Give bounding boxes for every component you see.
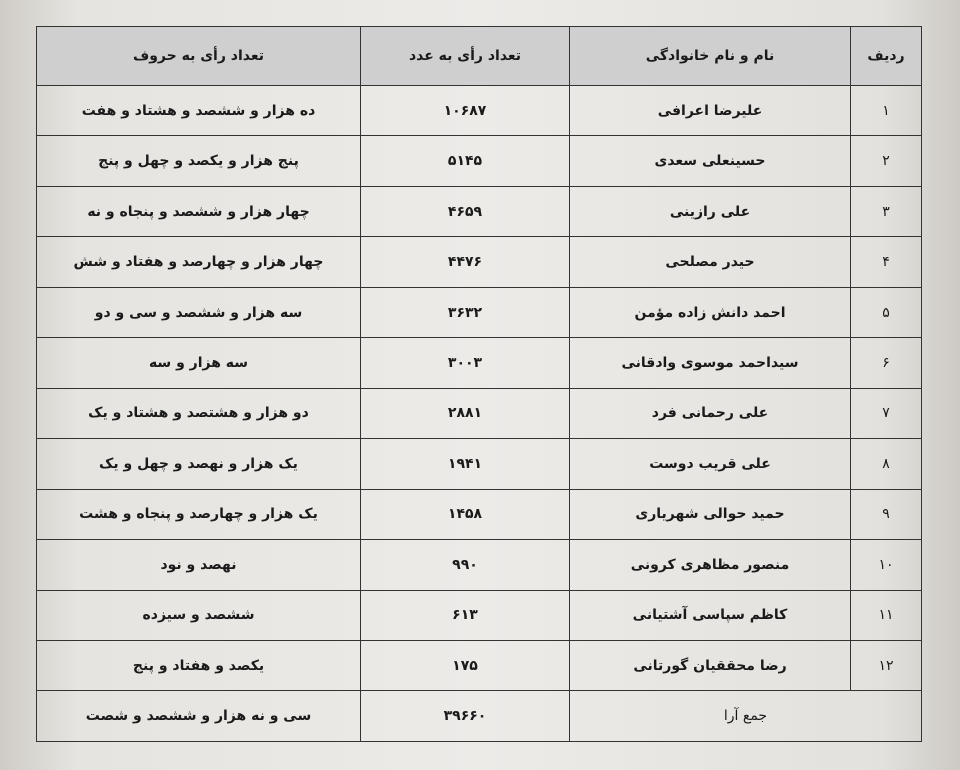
total-votes-number: ۳۹۶۶۰: [361, 691, 570, 742]
row-votes-number: ۴۶۵۹: [361, 186, 570, 236]
row-index: ۶: [851, 338, 922, 388]
table-row: [37, 388, 922, 438]
table-body: [37, 86, 922, 742]
row-votes-number: ۴۴۷۶: [361, 237, 570, 287]
header-row: [37, 27, 922, 86]
header-name: نام و نام خانوادگی: [570, 27, 851, 86]
row-votes-number: ۱۷۵: [361, 640, 570, 690]
row-index: ۴: [851, 237, 922, 287]
row-name: احمد دانش زاده مؤمن: [570, 287, 851, 337]
table-row: [37, 136, 922, 186]
header-index: ردیف: [851, 27, 922, 86]
row-index: ۳: [851, 186, 922, 236]
row-votes-number: ۹۹۰: [361, 540, 570, 590]
total-votes-words: سی و نه هزار و ششصد و شصت: [37, 691, 361, 742]
row-votes-words: سه هزار و سه: [37, 338, 361, 388]
table-row: [37, 86, 922, 136]
table-row: [37, 287, 922, 337]
total-row: [37, 691, 922, 742]
row-votes-number: ۵۱۴۵: [361, 136, 570, 186]
row-votes-words: ششصد و سیزده: [37, 590, 361, 640]
row-index: ۹: [851, 489, 922, 539]
row-index: ۸: [851, 439, 922, 489]
row-name: رضا محققیان گورتانی: [570, 640, 851, 690]
row-votes-number: ۳۶۳۲: [361, 287, 570, 337]
header-votes-number: تعداد رأی به عدد: [361, 27, 570, 86]
row-name: سیداحمد موسوی وادقانی: [570, 338, 851, 388]
row-index: ۱۱: [851, 590, 922, 640]
row-votes-number: ۲۸۸۱: [361, 388, 570, 438]
row-votes-number: ۳۰۰۳: [361, 338, 570, 388]
row-index: ۷: [851, 388, 922, 438]
row-index: ۲: [851, 136, 922, 186]
row-name: علی رازینی: [570, 186, 851, 236]
row-votes-words: سه هزار و ششصد و سی و دو: [37, 287, 361, 337]
table-row: [37, 338, 922, 388]
row-votes-words: یکصد و هفتاد و پنج: [37, 640, 361, 690]
row-index: ۱۰: [851, 540, 922, 590]
row-name: حمید حوالی شهریاری: [570, 489, 851, 539]
row-votes-words: یک هزار و چهارصد و پنجاه و هشت: [37, 489, 361, 539]
row-votes-words: نهصد و نود: [37, 540, 361, 590]
votes-table: [36, 26, 922, 742]
row-name: منصور مظاهری کرونی: [570, 540, 851, 590]
row-votes-number: ۱۴۵۸: [361, 489, 570, 539]
table-row: [37, 237, 922, 287]
row-votes-words: یک هزار و نهصد و چهل و یک: [37, 439, 361, 489]
row-votes-words: پنج هزار و یکصد و چهل و پنج: [37, 136, 361, 186]
row-name: کاظم سپاسی آشتیانی: [570, 590, 851, 640]
header-votes-words: تعداد رأی به حروف: [37, 27, 361, 86]
total-label: جمع آرا: [570, 691, 922, 742]
row-votes-words: چهار هزار و چهارصد و هفتاد و شش: [37, 237, 361, 287]
row-name: علی قریب دوست: [570, 439, 851, 489]
row-name: علی رحمانی فرد: [570, 388, 851, 438]
row-index: ۵: [851, 287, 922, 337]
row-votes-number: ۱۰۶۸۷: [361, 86, 570, 136]
row-name: حسینعلی سعدی: [570, 136, 851, 186]
table-row: [37, 439, 922, 489]
row-index: ۱۲: [851, 640, 922, 690]
row-name: علیرضا اعرافی: [570, 86, 851, 136]
row-votes-number: ۱۹۴۱: [361, 439, 570, 489]
table-row: [37, 590, 922, 640]
table-row: [37, 640, 922, 690]
row-name: حیدر مصلحی: [570, 237, 851, 287]
row-votes-words: ده هزار و ششصد و هشتاد و هفت: [37, 86, 361, 136]
row-votes-words: دو هزار و هشتصد و هشتاد و یک: [37, 388, 361, 438]
table-row: [37, 186, 922, 236]
row-votes-words: چهار هزار و ششصد و پنجاه و نه: [37, 186, 361, 236]
table-row: [37, 489, 922, 539]
row-votes-number: ۶۱۳: [361, 590, 570, 640]
table-row: [37, 540, 922, 590]
row-index: ۱: [851, 86, 922, 136]
